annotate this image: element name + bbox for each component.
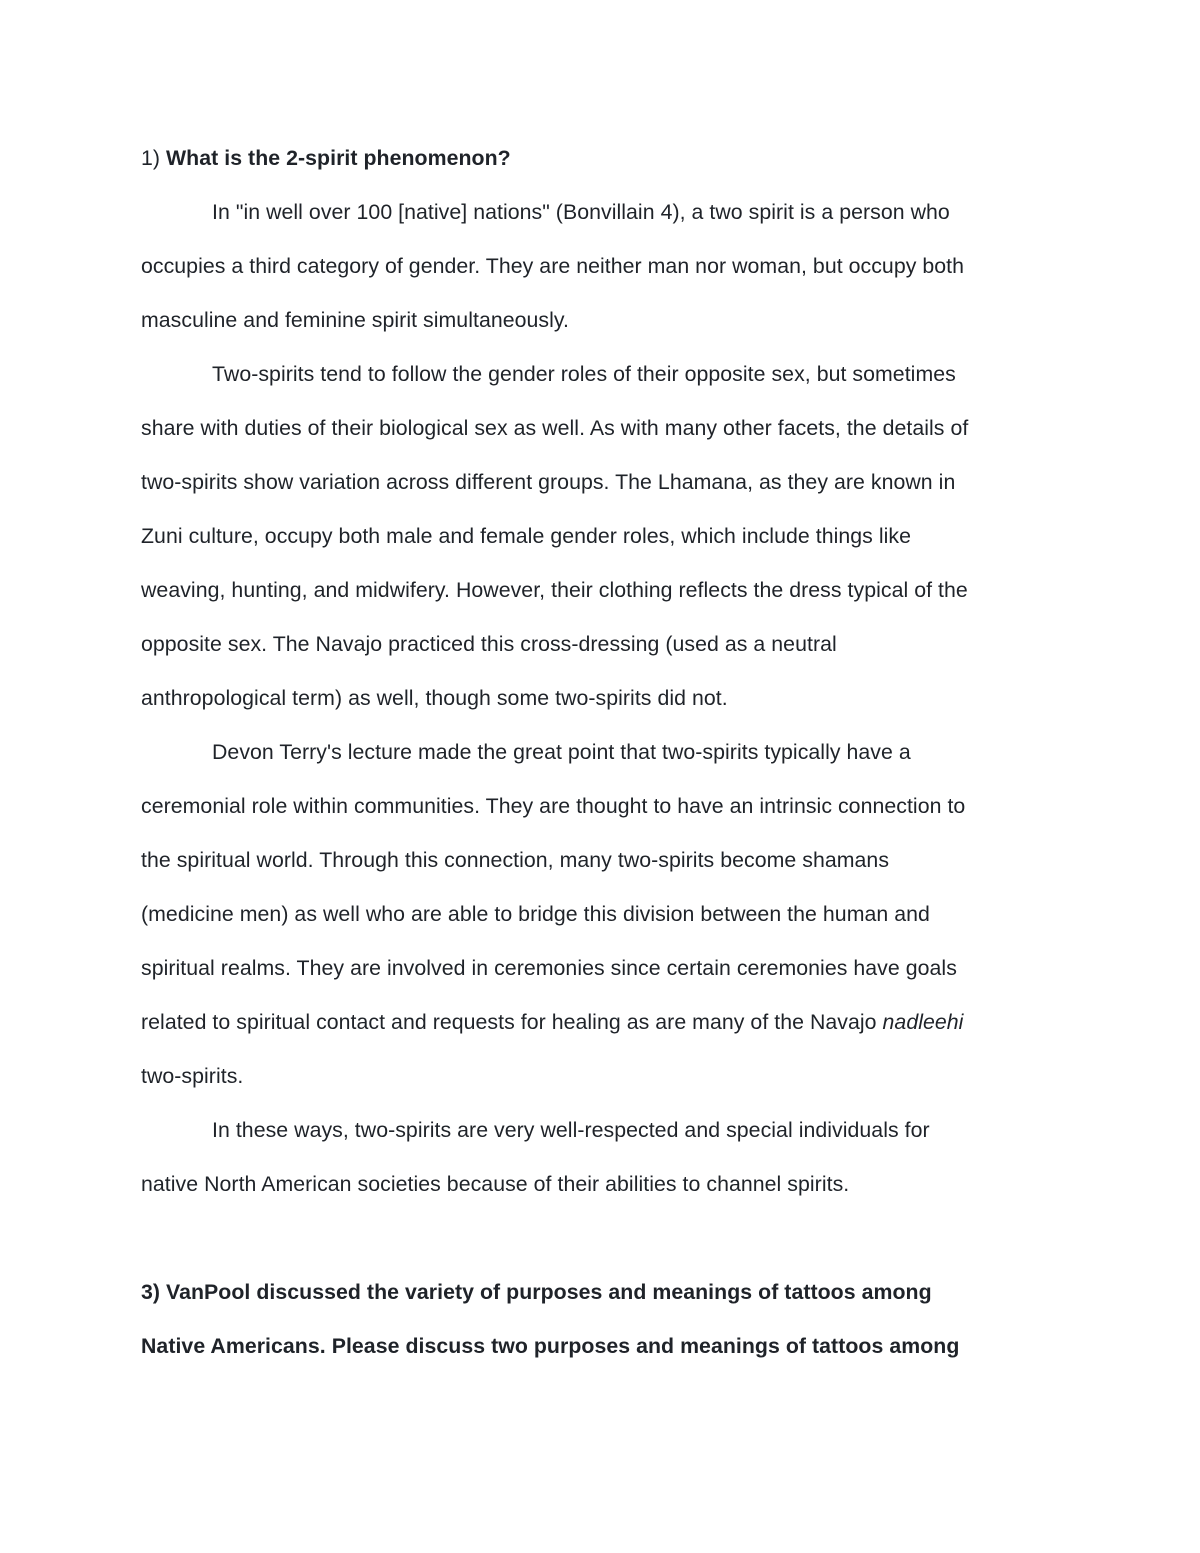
document-body — [141, 131, 1056, 1373]
answer-paragraph-3 — [141, 725, 1056, 1103]
paragraph-line: two-spirits. — [141, 1064, 244, 1088]
answer-paragraph-1 — [141, 185, 1056, 347]
question-3-line: Native Americans. Please discuss two purposes and meanings of tattoos among — [141, 1334, 960, 1358]
paragraph-line: two-spirits show variation across different groups. The Lhamana, as they are known in — [141, 470, 956, 494]
line-text: related to spiritual contact and requests for healing as are many of the Navajo — [141, 1010, 883, 1034]
paragraph-line: In "in well over 100 [native] nations" (Bonvillain 4), a two spirit is a person who — [212, 200, 950, 224]
paragraph-line: share with duties of their biological sex as well. As with many other facets, the details of — [141, 416, 969, 440]
paragraph-line: occupies a third category of gender. They are neither man nor woman, but occupy both — [141, 254, 965, 278]
paragraph-line: anthropological term) as well, though some two-spirits did not. — [141, 686, 728, 710]
question-1-heading — [141, 131, 1056, 185]
paragraph-line: Devon Terry's lecture made the great point that two-spirits typically have a — [212, 740, 911, 764]
paragraph-line: ceremonial role within communities. They are thought to have an intrinsic connection to — [141, 794, 966, 818]
paragraph-line: Two-spirits tend to follow the gender roles of their opposite sex, but sometimes — [212, 362, 956, 386]
answer-paragraph-2 — [141, 347, 1056, 725]
question-3-line: 3) VanPool discussed the variety of purposes and meanings of tattoos among — [141, 1280, 932, 1304]
answer-paragraph-4 — [141, 1103, 1056, 1211]
paragraph-line: masculine and feminine spirit simultaneously. — [141, 308, 569, 332]
paragraph-line: native North American societies because of their abilities to channel spirits. — [141, 1172, 850, 1196]
paragraph-line: weaving, hunting, and midwifery. However, their clothing reflects the dress typical of the — [141, 578, 968, 602]
paragraph-line: In these ways, two-spirits are very well-respected and special individuals for — [212, 1118, 930, 1142]
paragraph-line: spiritual realms. They are involved in ceremonies since certain ceremonies have goals — [141, 956, 957, 980]
italic-term: nadleehi — [882, 1010, 964, 1034]
question-1-number: 1) — [141, 146, 161, 170]
paragraph-line: Zuni culture, occupy both male and female gender roles, which include things like — [141, 524, 911, 548]
question-3-heading — [141, 1265, 1056, 1373]
paragraph-line: the spiritual world. Through this connection, many two-spirits become shamans — [141, 848, 890, 872]
question-1-title: What is the 2-spirit phenomenon? — [166, 146, 511, 170]
paragraph-line: (medicine men) as well who are able to bridge this division between the human and — [141, 902, 930, 926]
paragraph-line — [141, 995, 1056, 1049]
paragraph-line: opposite sex. The Navajo practiced this cross-dressing (used as a neutral — [141, 632, 837, 656]
